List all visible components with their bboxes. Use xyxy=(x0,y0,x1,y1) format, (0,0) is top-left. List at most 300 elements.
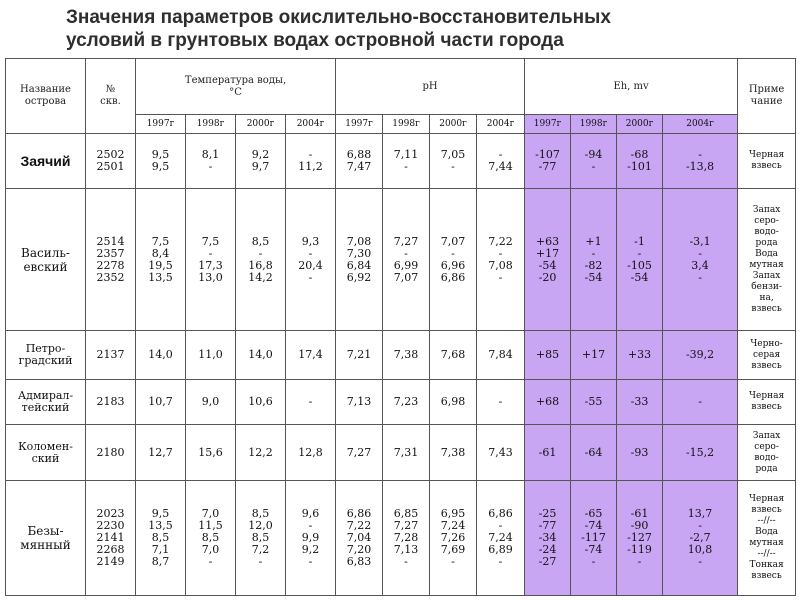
well-numbers-value: 2268 xyxy=(96,543,125,556)
eh-cell-value: -107 xyxy=(535,148,560,161)
well-numbers-value: 2502 xyxy=(96,148,125,161)
well-numbers xyxy=(86,331,136,380)
eh-cell-value: -119 xyxy=(627,543,652,556)
header-note xyxy=(738,59,796,134)
eh-cell xyxy=(663,331,738,380)
table-row xyxy=(6,380,796,425)
temperature-cell-value: 8,5 xyxy=(251,531,270,544)
ph-cell-value: 7,08 xyxy=(346,234,372,248)
eh-cell xyxy=(525,189,571,331)
ph-cell xyxy=(383,331,430,380)
eh-cell-value: +68 xyxy=(535,395,560,408)
temperature-cell-value: 8,1 xyxy=(201,148,220,161)
ph-cell-value: 7,47 xyxy=(346,160,372,173)
eh-cell xyxy=(525,134,571,189)
year-header-ph: 2004г xyxy=(477,115,525,134)
note-cell-value: Черная xyxy=(749,391,785,401)
eh-cell-value: -77 xyxy=(538,160,557,173)
eh-cell xyxy=(617,425,663,481)
temperature-cell xyxy=(186,425,236,481)
ph-cell xyxy=(430,425,477,481)
note-cell-value: рода xyxy=(755,237,778,248)
eh-cell-value: -54 xyxy=(584,270,603,284)
temperature-cell-value: - xyxy=(308,270,313,284)
ph-cell xyxy=(430,481,477,596)
temperature-cell xyxy=(286,380,336,425)
temperature-cell-value: 13,0 xyxy=(198,270,223,284)
eh-cell-value: 10,8 xyxy=(687,543,713,556)
well-numbers-value: 2183 xyxy=(96,395,125,408)
note-cell-value: бензи- xyxy=(751,281,782,292)
temperature-cell-value: - xyxy=(208,160,213,173)
eh-cell-value: +17 xyxy=(581,348,606,361)
note-cell-value: Вода xyxy=(755,248,779,259)
eh-cell xyxy=(571,481,617,596)
note-cell-value: серая xyxy=(752,349,781,360)
ph-cell-value: 7,24 xyxy=(488,531,513,544)
header-ph: pH xyxy=(336,59,525,115)
eh-cell-value: +33 xyxy=(627,348,652,361)
ph-cell xyxy=(430,189,477,331)
temperature-cell-value: - xyxy=(308,519,313,532)
header-island-line: Название xyxy=(20,84,71,95)
eh-cell-value: - xyxy=(698,246,702,260)
island-name-value: тейский xyxy=(21,401,70,414)
ph-cell xyxy=(383,134,430,189)
header-island xyxy=(6,59,86,134)
note-cell xyxy=(738,425,796,481)
note-cell-value: --//-- xyxy=(757,549,776,559)
eh-cell-value: +85 xyxy=(535,348,560,361)
ph-cell xyxy=(477,380,525,425)
note-cell-value: водо- xyxy=(754,452,779,463)
ph-cell xyxy=(336,331,383,380)
ph-cell-value: 7,20 xyxy=(346,543,372,556)
temperature-cell-value: 12,8 xyxy=(298,445,323,459)
ph-cell-value: 7,08 xyxy=(488,258,513,272)
year-header-ph: 1998г xyxy=(383,115,430,134)
eh-cell xyxy=(571,331,617,380)
eh-cell-value: - xyxy=(698,270,702,284)
ph-cell xyxy=(336,425,383,481)
table-row xyxy=(6,331,796,380)
header-note-line: Приме xyxy=(748,84,785,95)
table-row xyxy=(6,481,796,596)
eh-cell-value: -64 xyxy=(584,445,603,459)
year-header-temp: 2004г xyxy=(286,115,336,134)
temperature-cell-value: 11,2 xyxy=(298,160,323,173)
eh-cell-value: - xyxy=(637,246,642,260)
temperature-cell xyxy=(236,189,286,331)
temperature-cell xyxy=(136,189,186,331)
eh-cell-value: -39,2 xyxy=(685,348,715,361)
eh-cell-value: -54 xyxy=(538,258,557,272)
temperature-cell xyxy=(286,425,336,481)
eh-cell xyxy=(617,189,663,331)
temperature-cell xyxy=(286,134,336,189)
island-name xyxy=(6,134,86,189)
temperature-cell-value: 9,5 xyxy=(151,148,170,161)
year-header-temp: 1997г xyxy=(136,115,186,134)
note-cell-value: взвесь xyxy=(751,360,782,371)
temperature-cell xyxy=(186,189,236,331)
eh-cell-value: -61 xyxy=(538,445,557,459)
eh-cell-value: -65 xyxy=(584,507,603,520)
temperature-cell-value: 20,4 xyxy=(298,258,323,272)
eh-cell-value: -20 xyxy=(538,270,557,284)
ph-cell-value: 7,27 xyxy=(393,234,419,248)
ph-cell-value: 6,89 xyxy=(488,543,513,556)
note-cell-value: мутная xyxy=(749,259,784,270)
ph-cell-value: 6,86 xyxy=(346,507,372,520)
note-cell-value: Тонкая xyxy=(749,560,784,570)
ph-cell-value: 7,38 xyxy=(440,445,466,459)
ph-cell-value: 6,99 xyxy=(393,258,419,272)
note-cell-value: водо- xyxy=(754,226,779,237)
ph-cell xyxy=(430,380,477,425)
ph-cell xyxy=(383,189,430,331)
note-cell-value: взвесь xyxy=(751,505,782,515)
temperature-cell-value: 12,7 xyxy=(148,445,173,459)
note-cell-value: взвесь xyxy=(751,303,782,314)
eh-cell-value: -74 xyxy=(584,519,603,532)
temperature-cell-value: 14,0 xyxy=(248,348,273,361)
eh-cell-value: -27 xyxy=(538,555,557,568)
eh-cell-value: -90 xyxy=(630,519,649,532)
eh-cell xyxy=(663,481,738,596)
temperature-cell-value: 11,0 xyxy=(198,348,223,361)
ph-cell-value: 7,69 xyxy=(440,543,466,556)
header-note-line: чание xyxy=(750,96,783,107)
well-numbers-value: 2278 xyxy=(96,258,125,272)
note-cell-value: Запах xyxy=(752,270,781,281)
year-header-eh: 2004г xyxy=(663,115,738,134)
eh-cell xyxy=(525,481,571,596)
note-cell xyxy=(738,380,796,425)
temperature-cell-value: 14,2 xyxy=(248,270,273,284)
eh-cell xyxy=(525,331,571,380)
ph-cell-value: 7,05 xyxy=(440,148,466,161)
temperature-cell-value: 7,1 xyxy=(151,543,170,556)
temperature-cell-value: 12,2 xyxy=(248,445,273,459)
well-numbers-value: 2352 xyxy=(96,270,125,284)
eh-cell xyxy=(663,134,738,189)
header-temp-line: °С xyxy=(229,86,242,98)
eh-cell xyxy=(571,189,617,331)
year-header-temp: 2000г xyxy=(236,115,286,134)
title-line-2: условий в грунтовых водах островной части города xyxy=(66,30,564,51)
eh-cell-value: +1 xyxy=(585,234,602,248)
eh-cell-value: -127 xyxy=(627,531,652,544)
temperature-cell xyxy=(136,331,186,380)
ph-cell-value: 7,43 xyxy=(488,445,513,459)
temperature-cell-value: 9,2 xyxy=(301,543,320,556)
ph-cell-value: 7,26 xyxy=(440,531,466,544)
note-cell-value: Запах xyxy=(752,430,781,441)
temperature-cell-value: 10,6 xyxy=(248,395,273,408)
ph-cell xyxy=(383,481,430,596)
ph-cell-value: - xyxy=(498,395,503,408)
ph-cell-value: 7,27 xyxy=(393,519,419,532)
eh-cell-value: - xyxy=(591,555,596,568)
temperature-cell-value: - xyxy=(258,246,263,260)
ph-cell xyxy=(336,481,383,596)
eh-cell-value: -13,8 xyxy=(685,160,715,173)
note-cell-value: серо- xyxy=(754,215,779,226)
header-well xyxy=(86,59,136,134)
note-cell-value: взвесь xyxy=(751,571,782,581)
temperature-cell-value: 10,7 xyxy=(148,395,173,408)
eh-cell-value: -82 xyxy=(584,258,603,272)
eh-cell-value: -101 xyxy=(627,160,652,173)
eh-cell-value: -61 xyxy=(630,507,649,520)
eh-cell-value: - xyxy=(698,395,702,408)
eh-cell-value: -55 xyxy=(584,395,603,408)
ph-cell-value: 7,44 xyxy=(488,160,513,173)
temperature-cell xyxy=(236,380,286,425)
well-numbers xyxy=(86,425,136,481)
eh-cell xyxy=(571,134,617,189)
temperature-cell-value: 17,4 xyxy=(298,348,323,361)
well-numbers xyxy=(86,481,136,596)
temperature-cell-value: 12,0 xyxy=(248,519,273,532)
header-island-line: острова xyxy=(24,96,67,107)
well-numbers-value: 2230 xyxy=(96,519,125,532)
ph-cell xyxy=(477,331,525,380)
eh-cell-value: - xyxy=(591,246,596,260)
temperature-cell-value: 17,3 xyxy=(198,258,223,272)
temperature-cell xyxy=(236,331,286,380)
well-numbers xyxy=(86,134,136,189)
island-name xyxy=(6,481,86,596)
eh-cell-value: -34 xyxy=(538,531,557,544)
ph-cell-value: - xyxy=(404,555,408,568)
eh-cell xyxy=(617,481,663,596)
island-name-value: Коломен- xyxy=(18,439,73,453)
ph-cell-value: - xyxy=(498,246,503,260)
temperature-cell-value: - xyxy=(208,246,213,260)
note-cell-value: взвесь xyxy=(751,161,782,171)
ph-cell xyxy=(383,380,430,425)
table-row xyxy=(6,425,796,481)
eh-cell xyxy=(663,189,738,331)
ph-cell-value: 6,86 xyxy=(488,507,513,520)
ph-cell-value: 7,84 xyxy=(488,348,513,361)
ph-cell xyxy=(430,331,477,380)
ph-cell-value: 7,11 xyxy=(393,148,419,161)
temperature-cell-value: 9,6 xyxy=(301,507,320,520)
temperature-cell-value: 9,0 xyxy=(201,395,220,408)
temperature-cell xyxy=(286,189,336,331)
eh-cell-value: 3,4 xyxy=(691,258,709,272)
ph-cell-value: - xyxy=(498,519,503,532)
eh-cell-value: +63 xyxy=(535,234,560,248)
island-name xyxy=(6,380,86,425)
title-line-1: Значения параметров окислительно-восстановительных xyxy=(66,7,611,28)
island-name-value: Петро- xyxy=(25,342,66,355)
temperature-cell xyxy=(286,481,336,596)
year-header-eh: 1997г xyxy=(525,115,571,134)
eh-cell-value: -3,1 xyxy=(689,234,711,248)
ph-cell-value: - xyxy=(498,148,503,161)
eh-cell-value: -54 xyxy=(630,270,649,284)
ph-cell-value: - xyxy=(451,555,455,568)
island-name-value: Адмирал- xyxy=(17,389,74,402)
eh-cell xyxy=(525,425,571,481)
ph-cell-value: 7,07 xyxy=(440,234,466,248)
eh-cell-value: -1 xyxy=(634,234,645,248)
ph-cell-value: - xyxy=(404,246,408,260)
temperature-cell-value: 7,5 xyxy=(151,234,170,248)
year-header-ph: 2000г xyxy=(430,115,477,134)
temperature-cell xyxy=(186,380,236,425)
note-cell-value: взвесь xyxy=(751,402,782,412)
eh-cell-value: - xyxy=(698,555,702,568)
temperature-cell-value: 9,7 xyxy=(251,160,270,173)
data-table xyxy=(5,58,796,596)
temperature-cell-value: 16,8 xyxy=(248,258,273,272)
note-cell xyxy=(738,481,796,596)
temperature-cell xyxy=(136,425,186,481)
temperature-cell-value: 8,5 xyxy=(201,531,220,544)
note-cell xyxy=(738,189,796,331)
well-numbers-value: 2149 xyxy=(96,555,125,568)
header-well-line: № xyxy=(105,84,116,95)
temperature-cell-value: 11,5 xyxy=(198,519,223,532)
temperature-cell xyxy=(186,134,236,189)
year-header-ph: 1997г xyxy=(336,115,383,134)
well-numbers-value: 2501 xyxy=(96,160,125,173)
temperature-cell-value: - xyxy=(308,148,313,161)
year-header-eh: 2000г xyxy=(617,115,663,134)
ph-cell-value: - xyxy=(451,160,455,173)
ph-cell xyxy=(430,134,477,189)
eh-cell-value: -25 xyxy=(538,507,557,520)
island-name-value: Василь- xyxy=(21,245,70,260)
eh-cell xyxy=(617,380,663,425)
temperature-cell xyxy=(236,481,286,596)
temperature-cell xyxy=(136,134,186,189)
well-numbers-value: 2180 xyxy=(96,445,125,459)
island-name-value: мянный xyxy=(20,538,71,552)
temperature-cell-value: 8,5 xyxy=(251,234,270,248)
note-cell-value: Черная xyxy=(749,150,785,160)
note-cell-value: Черная xyxy=(749,494,785,504)
ph-cell-value: 7,30 xyxy=(346,246,372,260)
ph-cell xyxy=(336,134,383,189)
temperature-cell-value: 7,5 xyxy=(201,234,220,248)
ph-cell-value: 7,13 xyxy=(346,395,372,408)
temperature-cell-value: - xyxy=(208,555,213,568)
eh-cell xyxy=(663,380,738,425)
temperature-cell-value: - xyxy=(258,555,263,568)
ph-cell-value: 7,04 xyxy=(346,531,372,544)
note-cell-value: Черно- xyxy=(750,338,783,349)
well-numbers-value: 2514 xyxy=(96,234,125,248)
eh-cell-value: -33 xyxy=(630,395,649,408)
ph-cell-value: 7,27 xyxy=(346,445,372,459)
island-name-value: градский xyxy=(18,354,73,367)
header-temperature xyxy=(136,59,336,115)
note-cell-value: Вода xyxy=(755,527,779,537)
table-row xyxy=(6,134,796,189)
ph-cell xyxy=(477,481,525,596)
temperature-cell-value: 9,5 xyxy=(151,507,170,520)
eh-cell xyxy=(525,380,571,425)
temperature-cell-value: 15,6 xyxy=(198,445,223,459)
temperature-cell-value: 8,5 xyxy=(251,507,270,520)
ph-cell-value: - xyxy=(498,270,503,284)
ph-cell xyxy=(477,425,525,481)
temperature-cell-value: - xyxy=(308,555,313,568)
temperature-cell-value: 8,5 xyxy=(151,531,170,544)
temperature-cell-value: 19,5 xyxy=(148,258,173,272)
temperature-cell-value: 7,0 xyxy=(201,543,220,556)
temperature-cell xyxy=(236,425,286,481)
island-name-value: Безы- xyxy=(27,524,64,538)
ph-cell-value: 6,98 xyxy=(440,395,466,408)
eh-cell-value: - xyxy=(591,160,596,173)
page-title xyxy=(66,6,766,52)
header-eh: Eh, mv xyxy=(525,59,738,115)
eh-cell-value: -117 xyxy=(581,531,606,544)
temperature-cell xyxy=(186,481,236,596)
ph-cell-value: 6,84 xyxy=(346,258,372,272)
ph-cell-value: 7,13 xyxy=(393,543,419,556)
eh-cell-value: -24 xyxy=(538,543,557,556)
temperature-cell-value: 8,4 xyxy=(151,246,170,260)
eh-cell-value: +17 xyxy=(535,246,560,260)
temperature-cell-value: 9,9 xyxy=(301,531,320,544)
ph-cell-value: 7,23 xyxy=(393,395,419,408)
ph-cell-value: 7,31 xyxy=(393,445,419,459)
ph-cell-value: 7,68 xyxy=(440,348,466,361)
ph-cell-value: 6,83 xyxy=(346,555,372,568)
well-numbers-value: 2357 xyxy=(96,246,125,260)
temperature-cell xyxy=(236,134,286,189)
temperature-cell-value: 9,2 xyxy=(251,148,270,161)
note-cell xyxy=(738,331,796,380)
well-numbers-value: 2141 xyxy=(96,531,125,544)
note-cell-value: --//-- xyxy=(757,516,776,526)
ph-cell xyxy=(477,189,525,331)
ph-cell-value: - xyxy=(404,160,408,173)
eh-cell-value: -93 xyxy=(630,445,649,459)
temperature-cell xyxy=(186,331,236,380)
ph-cell xyxy=(336,380,383,425)
ph-cell-value: 7,28 xyxy=(393,531,419,544)
island-name-value: Заячий xyxy=(20,153,71,169)
ph-cell-value: 6,85 xyxy=(393,507,419,520)
eh-cell xyxy=(571,380,617,425)
note-cell-value: рода xyxy=(755,463,778,474)
year-header-eh: 1998г xyxy=(571,115,617,134)
ph-cell xyxy=(336,189,383,331)
ph-cell-value: 6,95 xyxy=(440,507,466,520)
eh-cell xyxy=(617,134,663,189)
temperature-cell xyxy=(136,380,186,425)
header-well-line: скв. xyxy=(100,96,121,107)
eh-cell-value: -105 xyxy=(627,258,652,272)
year-header-temp: 1998г xyxy=(186,115,236,134)
temperature-cell-value: 8,7 xyxy=(151,555,170,568)
temperature-cell-value: 7,0 xyxy=(201,507,220,520)
well-numbers xyxy=(86,380,136,425)
well-numbers-value: 2023 xyxy=(96,507,125,520)
ph-cell-value: 7,22 xyxy=(488,234,513,248)
eh-cell xyxy=(663,425,738,481)
ph-cell xyxy=(383,425,430,481)
